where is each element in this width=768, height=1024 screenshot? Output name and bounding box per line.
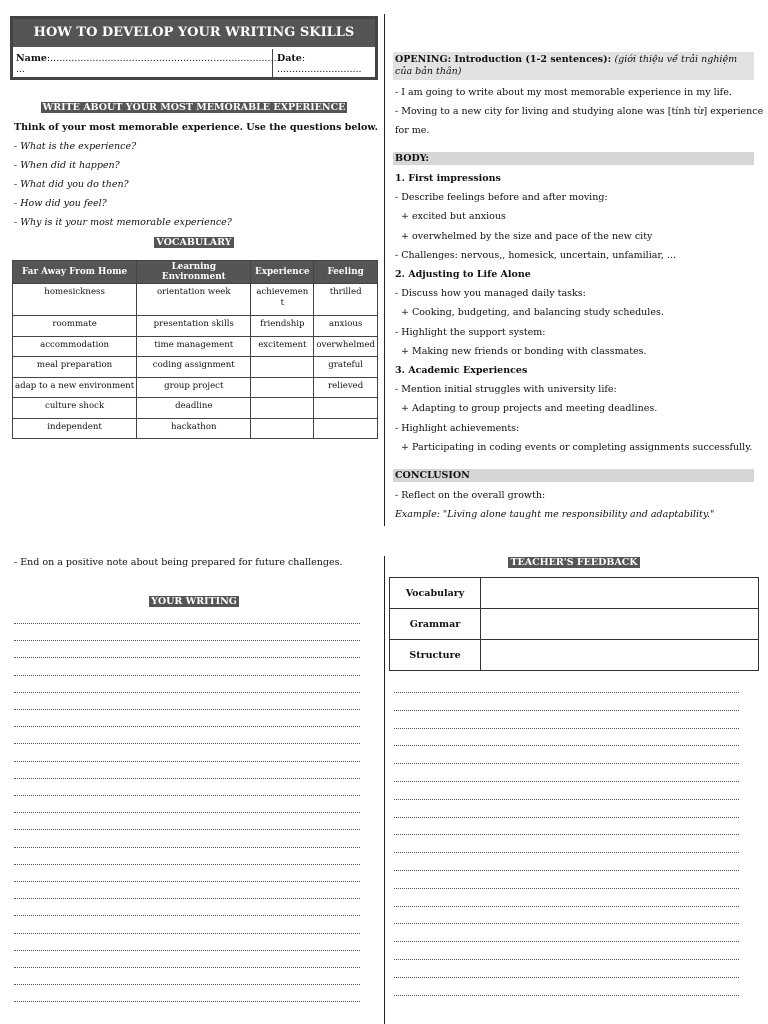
- question-3: - What did you do then?: [14, 179, 129, 190]
- writing-line[interactable]: [14, 778, 360, 779]
- writing-line[interactable]: [14, 915, 360, 916]
- table-row: [13, 418, 378, 439]
- table-cell: deadline: [137, 398, 251, 419]
- body-line: - Challenges: nervous,, homesick, uncertain, unfamiliar, ...: [395, 250, 677, 261]
- body-line: + Adapting to group projects and meeting deadlines.: [395, 403, 658, 414]
- opening-note: (giới thiệu về trải nghiệm của bản thân): [395, 54, 738, 77]
- table-row: [13, 284, 378, 316]
- feedback-table: [389, 577, 759, 671]
- table-cell: coding assignment: [137, 357, 251, 378]
- feedback-line[interactable]: [394, 995, 739, 996]
- conclusion-bar: CONCLUSION: [393, 469, 754, 482]
- writing-line[interactable]: [14, 795, 360, 796]
- table-cell: anxious: [314, 316, 378, 337]
- vocabulary-header-row: [13, 261, 378, 284]
- feedback-label: Grammar: [390, 609, 481, 640]
- table-row: [390, 640, 759, 671]
- question-1: - What is the experience?: [14, 141, 137, 152]
- table-cell: orientation week: [137, 284, 251, 316]
- your-writing-heading: YOUR WRITING: [151, 596, 237, 607]
- body-line: + excited but anxious: [395, 211, 506, 222]
- table-cell: [314, 418, 378, 439]
- date-dots: : ............................: [277, 53, 362, 75]
- writing-line[interactable]: [14, 881, 360, 882]
- feedback-line[interactable]: [394, 923, 739, 924]
- feedback-line[interactable]: [394, 959, 739, 960]
- writing-line[interactable]: [14, 675, 360, 676]
- end-note: - End on a positive note about being prepared for future challenges.: [14, 557, 343, 568]
- date-field[interactable]: [273, 49, 375, 77]
- table-cell: relieved: [314, 377, 378, 398]
- writing-line[interactable]: [14, 743, 360, 744]
- table-cell: independent: [13, 418, 137, 439]
- writing-line[interactable]: [14, 950, 360, 951]
- table-cell: [251, 418, 314, 439]
- table-cell: hackathon: [137, 418, 251, 439]
- feedback-line[interactable]: [394, 710, 739, 711]
- table-row: [13, 357, 378, 378]
- body-subheading: 3. Academic Experiences: [395, 365, 528, 376]
- body-line: - Discuss how you managed daily tasks:: [395, 288, 586, 299]
- column-header: Far Away From Home: [13, 261, 137, 284]
- column-header: Learning Environment: [137, 261, 251, 284]
- table-cell: grateful: [314, 357, 378, 378]
- worksheet-header: [10, 16, 378, 80]
- body-line: + Making new friends or bonding with classmates.: [395, 346, 647, 357]
- table-cell: [251, 357, 314, 378]
- name-label: Name: [16, 53, 47, 64]
- feedback-line[interactable]: [394, 728, 739, 729]
- body-line: - Describe feelings before and after moving:: [395, 192, 608, 203]
- body-line: + Participating in coding events or completing assignments successfully.: [395, 442, 753, 453]
- opening-line-1: - I am going to write about my most memorable experience in my life.: [395, 87, 732, 98]
- writing-line[interactable]: [14, 692, 360, 693]
- body-subheading: 2. Adjusting to Life Alone: [395, 269, 531, 280]
- writing-line[interactable]: [14, 623, 360, 624]
- body-line: + overwhelmed by the size and pace of the new city: [395, 231, 653, 242]
- date-label: Date: [277, 53, 302, 64]
- table-row: [13, 316, 378, 337]
- feedback-line[interactable]: [394, 870, 739, 871]
- writing-line[interactable]: [14, 967, 360, 968]
- table-cell: achievemen t: [251, 284, 314, 316]
- writing-line[interactable]: [14, 657, 360, 658]
- example-line: Example: "Living alone taught me responsibility and adaptability.": [395, 509, 715, 520]
- writing-line[interactable]: [14, 898, 360, 899]
- feedback-line[interactable]: [394, 745, 739, 746]
- table-cell: accommodation: [13, 336, 137, 357]
- feedback-line[interactable]: [394, 977, 739, 978]
- name-dots: :.............................................................................: [46, 53, 283, 64]
- writing-line[interactable]: [14, 933, 360, 934]
- table-row: [13, 336, 378, 357]
- feedback-line[interactable]: [394, 692, 739, 693]
- table-cell: thrilled: [314, 284, 378, 316]
- feedback-line[interactable]: [394, 834, 739, 835]
- table-cell: adap to a new environment: [13, 377, 137, 398]
- question-2: - When did it happen?: [14, 160, 120, 171]
- feedback-line[interactable]: [394, 799, 739, 800]
- opening-bar: [393, 52, 754, 80]
- column-divider-bottom: [384, 556, 385, 1024]
- feedback-line[interactable]: [394, 817, 739, 818]
- feedback-line[interactable]: [394, 888, 739, 889]
- table-cell: [251, 398, 314, 419]
- table-row: [13, 377, 378, 398]
- vocabulary-table: [12, 260, 378, 439]
- feedback-label: Vocabulary: [390, 578, 481, 609]
- writing-line[interactable]: [14, 709, 360, 710]
- feedback-input[interactable]: [481, 578, 759, 609]
- name-date-row: [13, 47, 375, 77]
- instruction-text: Think of your most memorable experience. Use the questions below.: [14, 122, 378, 133]
- table-cell: time management: [137, 336, 251, 357]
- body-line: - Mention initial struggles with university life:: [395, 384, 617, 395]
- table-row: [13, 398, 378, 419]
- body-line: - Highlight the support system:: [395, 327, 546, 338]
- table-cell: meal preparation: [13, 357, 137, 378]
- table-cell: homesickness: [13, 284, 137, 316]
- body-line: + Cooking, budgeting, and balancing study schedules.: [395, 307, 664, 318]
- table-cell: group project: [137, 377, 251, 398]
- feedback-input[interactable]: [481, 640, 759, 671]
- writing-line[interactable]: [14, 847, 360, 848]
- body-subheading: 1. First impressions: [395, 173, 501, 184]
- question-4: - How did you feel?: [14, 198, 107, 209]
- column-header: Experience: [251, 261, 314, 284]
- vocabulary-heading: VOCABULARY: [156, 237, 232, 248]
- feedback-line[interactable]: [394, 781, 739, 782]
- table-row: [390, 609, 759, 640]
- opening-line-3: for me.: [395, 125, 430, 136]
- opening-label: OPENING: Introduction (1-2 sentences):: [395, 54, 612, 65]
- worksheet-title: HOW TO DEVELOP YOUR WRITING SKILLS: [13, 19, 375, 47]
- table-cell: overwhelmed: [314, 336, 378, 357]
- feedback-input[interactable]: [481, 609, 759, 640]
- writing-line[interactable]: [14, 640, 360, 641]
- feedback-label: Structure: [390, 640, 481, 671]
- body-line: - Highlight achievements:: [395, 423, 520, 434]
- writing-line[interactable]: [14, 1001, 360, 1002]
- table-cell: presentation skills: [137, 316, 251, 337]
- column-divider-top: [384, 14, 385, 526]
- opening-line-2: - Moving to a new city for living and studying alone was [tính từ] experience: [395, 106, 764, 117]
- table-cell: roommate: [13, 316, 137, 337]
- table-cell: culture shock: [13, 398, 137, 419]
- table-row: [390, 578, 759, 609]
- feedback-line[interactable]: [394, 852, 739, 853]
- conclusion-line: - Reflect on the overall growth:: [395, 490, 546, 501]
- writing-line[interactable]: [14, 984, 360, 985]
- question-5: - Why is it your most memorable experience?: [14, 217, 232, 228]
- feedback-line[interactable]: [394, 906, 739, 907]
- name-dots-cont: ...: [16, 64, 26, 75]
- section-heading: WRITE ABOUT YOUR MOST MEMORABLE EXPERIENCE: [42, 102, 346, 113]
- table-cell: excitement: [251, 336, 314, 357]
- writing-line[interactable]: [14, 761, 360, 762]
- feedback-line[interactable]: [394, 763, 739, 764]
- table-cell: [251, 377, 314, 398]
- writing-line[interactable]: [14, 812, 360, 813]
- name-field[interactable]: [13, 49, 283, 77]
- writing-line[interactable]: [14, 829, 360, 830]
- writing-line[interactable]: [14, 864, 360, 865]
- table-cell: friendship: [251, 316, 314, 337]
- body-bar: BODY:: [393, 152, 754, 165]
- feedback-heading: TEACHER'S FEEDBACK: [510, 557, 638, 568]
- column-header: Feeling: [314, 261, 378, 284]
- table-cell: [314, 398, 378, 419]
- writing-line[interactable]: [14, 726, 360, 727]
- feedback-line[interactable]: [394, 941, 739, 942]
